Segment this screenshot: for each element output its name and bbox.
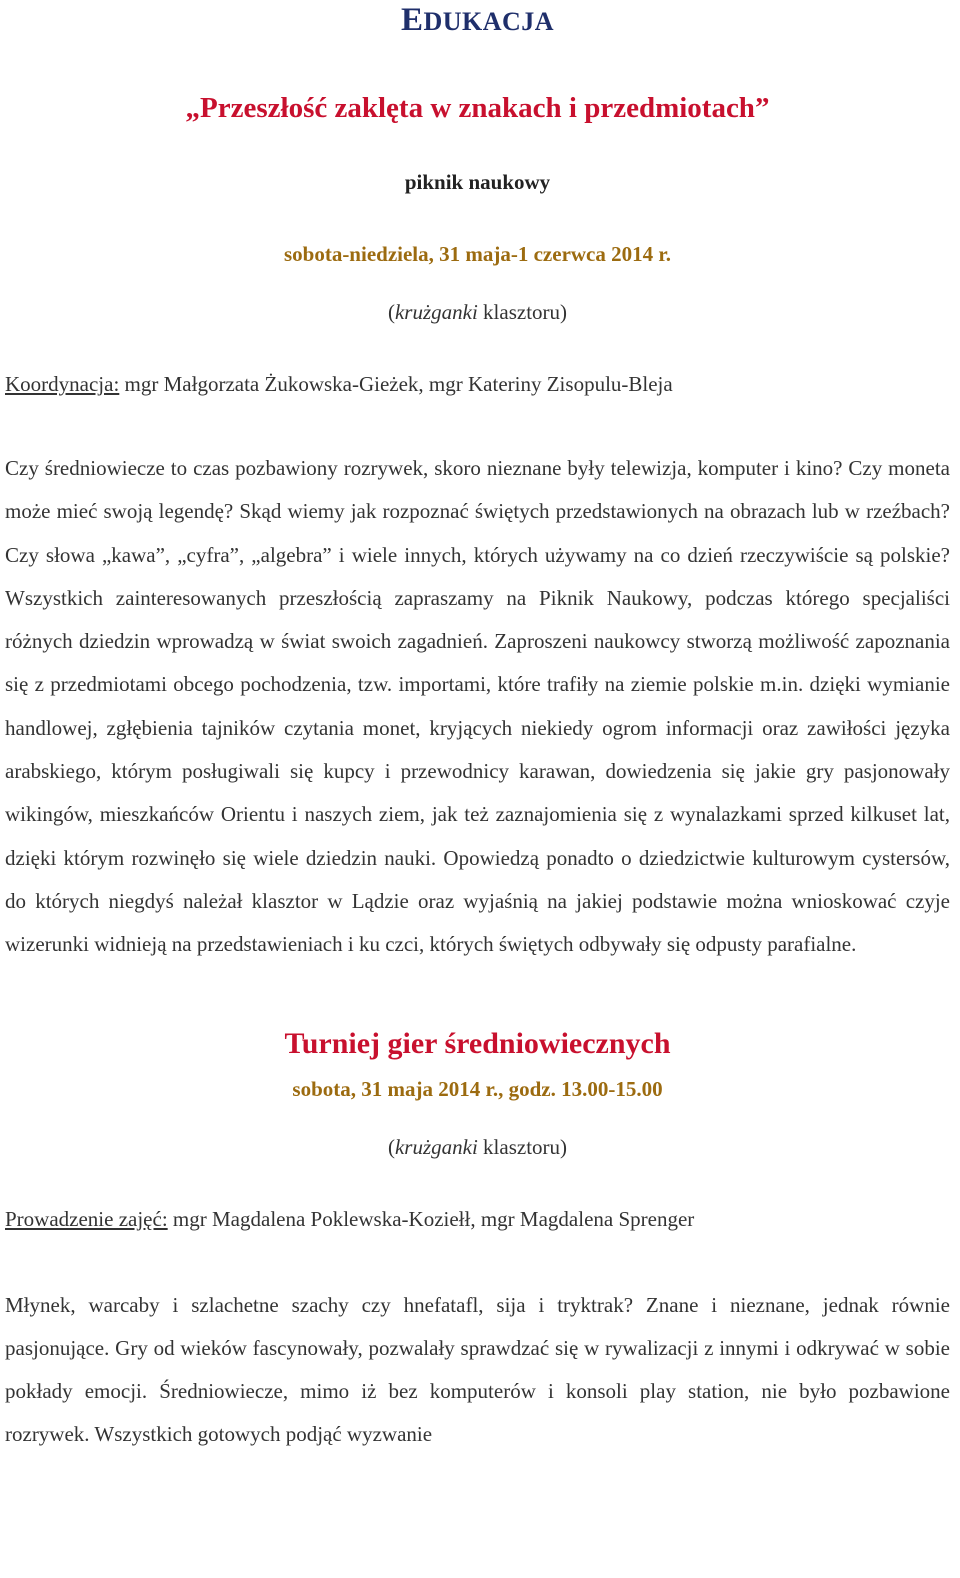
document-page — [5, 0, 950, 1457]
location-rest: klasztoru) — [477, 1134, 568, 1159]
section-header — [5, 2, 950, 42]
instructors-label: Prowadzenie zajęć: — [5, 1206, 168, 1231]
tournament-date: sobota, 31 maja 2014 r., godz. 13.00-15.00 — [292, 1076, 663, 1101]
tournament-location — [5, 1133, 950, 1161]
location-italic: krużganki — [394, 300, 478, 324]
coordination-label: Koordynacja: — [5, 372, 120, 396]
event-date: sobota-niedziela, 31 maja-1 czerwca 2014 r. — [283, 242, 672, 266]
location-paren: ( — [387, 300, 395, 324]
event-description: Czy średniowiecze to czas pozbawiony rozrywek, skoro nieznane były telewizja, komputer i kino? Czy moneta może mieć swoją legendę? Skąd wiemy jak rozpoznać świętych przedstawionych na obrazach lub w rzeźbach? Czy słowa „kawa”, „cyfra”, „algebra” i wiele innych, których używamy na co dzień rzeczywiście są polskie? Wszystkich zainteresowanych przeszłością zapraszamy na Piknik Naukowy, podczas którego specjaliści różnych dziedzin wprowadzą w świat swoich zagadnień. Zaproszeni naukowcy stworzą możliwość zapoznania się z przedmiotami obcego pochodzenia, tzw. importami, które trafiły na ziemie polskie m.in. dzięki wymianie handlowej, zgłębienia tajników czytania monet, kryjących niekiedy ogrom informacji oraz zawiłości języka arabskiego, którym posługiwali się kupcy i przewodnicy karawan, dowiedzenia się jakie gry pasjonowały wikingów, mieszkańców Orientu i naszych ziem, jak też zaznajomienia się z wynalazkami sprzed kilkuset lat, dzięki którym rozwinęło się wiele dziedzin nauki. Opowiedzą ponadto o dziedzictwie kulturowym cystersów, do których niegdyś należał klasztor w Lądzie oraz wyjaśnią na jakiej podstawie można wnioskować czyje wizerunki widnieją na przedstawieniach i ku czci, których świętych odbywały się odpusty parafialne. — [5, 456, 950, 957]
location-rest: klasztoru) — [477, 300, 568, 324]
instructors-names: mgr Magdalena Poklewska-Koziełł, mgr Magdalena Sprenger — [167, 1206, 695, 1231]
coordination-line — [5, 370, 950, 398]
location-italic: krużganki — [394, 1134, 478, 1159]
coordination-names: mgr Małgorzata Żukowska-Gieżek, mgr Kateriny Zisopulu-Bleja — [119, 372, 673, 396]
tournament-title: Turniej gier średniowiecznych — [284, 1026, 671, 1060]
tournament-description: Młynek, warcaby i szlachetne szachy czy hnefatafl, sija i tryktrak? Znane i nieznane, jednak równie pasjonujące. Gry od wieków fascynowały, pozwalały sprawdzać się w rywalizacji z innymi i odkrywać w sobie pokłady emocji. Średniowiecze, mimo iż bez komputerów i konsoli play station, nie było pozbawione rozrywek. Wszystkich gotowych podjąć wyzwanie — [5, 1292, 950, 1447]
instructors-line — [5, 1205, 950, 1233]
location-paren: ( — [387, 1134, 395, 1159]
event-subtitle: piknik naukowy — [404, 170, 551, 194]
event-title: „Przeszłość zaklęta w znakach i przedmiotach” — [185, 92, 770, 124]
header-initial: E — [400, 2, 424, 38]
header-rest: DUKACJA — [423, 7, 555, 36]
event-location — [5, 298, 950, 326]
